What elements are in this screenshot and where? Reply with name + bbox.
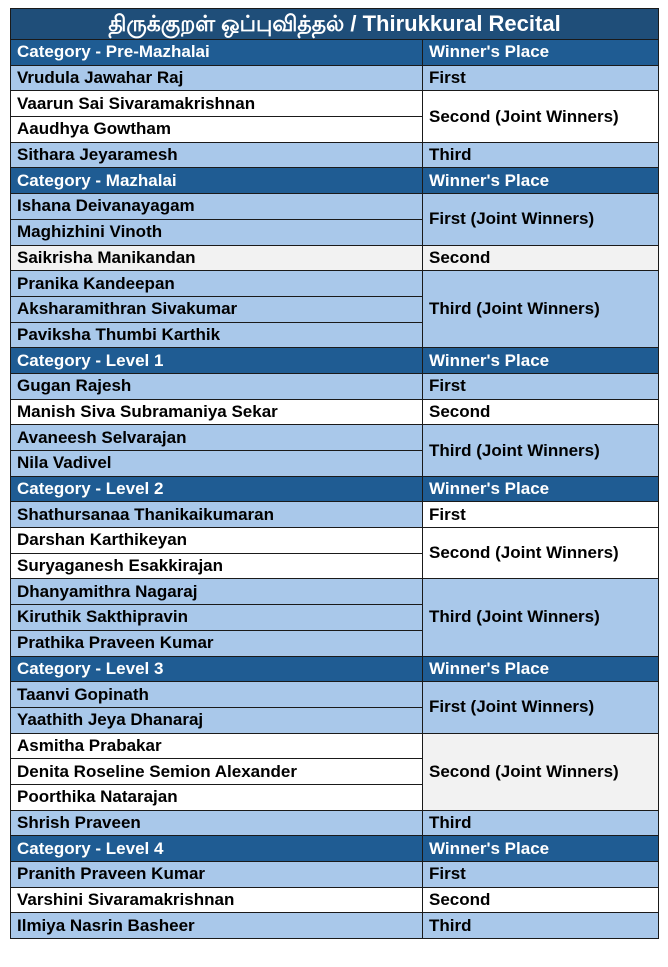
category-header-row — [11, 168, 659, 194]
participant-name: Maghizhini Vinoth — [11, 219, 423, 245]
participant-name: Vrudula Jawahar Raj — [11, 65, 423, 91]
table-row — [11, 373, 659, 399]
winners-place-header: Winner's Place — [423, 40, 659, 66]
winners-place-header: Winner's Place — [423, 168, 659, 194]
winner-place: Second — [423, 245, 659, 271]
winner-place: First — [423, 65, 659, 91]
title-row — [11, 9, 659, 40]
winner-place: First — [423, 373, 659, 399]
table-row — [11, 245, 659, 271]
winner-place: Second (Joint Winners) — [423, 91, 659, 142]
winners-place-header: Winner's Place — [423, 476, 659, 502]
participant-name: Aksharamithran Sivakumar — [11, 296, 423, 322]
participant-name: Varshini Sivaramakrishnan — [11, 887, 423, 913]
page-title: திருக்குறள் ஒப்புவித்தல் / Thirukkural Recital — [11, 9, 659, 40]
participant-name: Ilmiya Nasrin Basheer — [11, 913, 423, 939]
winner-place: First (Joint Winners) — [423, 682, 659, 733]
participant-name: Poorthika Natarajan — [11, 784, 423, 810]
participant-name: Paviksha Thumbi Karthik — [11, 322, 423, 348]
category-header-row — [11, 40, 659, 66]
winner-place: First (Joint Winners) — [423, 194, 659, 245]
table-row — [11, 271, 659, 297]
participant-name: Avaneesh Selvarajan — [11, 425, 423, 451]
winner-place: Third (Joint Winners) — [423, 579, 659, 656]
participant-name: Aaudhya Gowtham — [11, 117, 423, 143]
category-label: Category - Level 4 — [11, 836, 423, 862]
participant-name: Ishana Deivanayagam — [11, 194, 423, 220]
category-label: Category - Mazhalai — [11, 168, 423, 194]
participant-name: Vaarun Sai Sivaramakrishnan — [11, 91, 423, 117]
participant-name: Pranika Kandeepan — [11, 271, 423, 297]
table-row — [11, 862, 659, 888]
results-table — [10, 8, 659, 939]
category-header-row — [11, 476, 659, 502]
results-table-body — [11, 9, 659, 939]
participant-name: Sithara Jeyaramesh — [11, 142, 423, 168]
winner-place: Second (Joint Winners) — [423, 733, 659, 810]
winners-place-header: Winner's Place — [423, 656, 659, 682]
table-row — [11, 502, 659, 528]
participant-name: Darshan Karthikeyan — [11, 528, 423, 554]
winner-place: Third (Joint Winners) — [423, 425, 659, 476]
winners-place-header: Winner's Place — [423, 348, 659, 374]
winners-place-header: Winner's Place — [423, 836, 659, 862]
table-row — [11, 65, 659, 91]
winner-place: First — [423, 862, 659, 888]
table-row — [11, 142, 659, 168]
participant-name: Denita Roseline Semion Alexander — [11, 759, 423, 785]
participant-name: Nila Vadivel — [11, 451, 423, 477]
participant-name: Asmitha Prabakar — [11, 733, 423, 759]
table-row — [11, 194, 659, 220]
category-label: Category - Level 2 — [11, 476, 423, 502]
category-header-row — [11, 836, 659, 862]
winner-place: Second — [423, 399, 659, 425]
participant-name: Prathika Praveen Kumar — [11, 630, 423, 656]
participant-name: Suryaganesh Esakkirajan — [11, 553, 423, 579]
winner-place: Third — [423, 913, 659, 939]
winner-place: Third (Joint Winners) — [423, 271, 659, 348]
category-header-row — [11, 656, 659, 682]
participant-name: Shrish Praveen — [11, 810, 423, 836]
participant-name: Taanvi Gopinath — [11, 682, 423, 708]
winner-place: Second — [423, 887, 659, 913]
category-header-row — [11, 348, 659, 374]
table-row — [11, 682, 659, 708]
table-row — [11, 399, 659, 425]
category-label: Category - Level 3 — [11, 656, 423, 682]
table-row — [11, 425, 659, 451]
results-table-container — [10, 8, 658, 939]
table-row — [11, 887, 659, 913]
participant-name: Manish Siva Subramaniya Sekar — [11, 399, 423, 425]
table-row — [11, 91, 659, 117]
winner-place: Third — [423, 142, 659, 168]
winner-place: Second (Joint Winners) — [423, 528, 659, 579]
participant-name: Dhanyamithra Nagaraj — [11, 579, 423, 605]
table-row — [11, 528, 659, 554]
participant-name: Gugan Rajesh — [11, 373, 423, 399]
participant-name: Pranith Praveen Kumar — [11, 862, 423, 888]
category-label: Category - Level 1 — [11, 348, 423, 374]
winner-place: Third — [423, 810, 659, 836]
table-row — [11, 733, 659, 759]
participant-name: Saikrisha Manikandan — [11, 245, 423, 271]
table-row — [11, 913, 659, 939]
table-row — [11, 579, 659, 605]
category-label: Category - Pre-Mazhalai — [11, 40, 423, 66]
table-row — [11, 810, 659, 836]
participant-name: Yaathith Jeya Dhanaraj — [11, 707, 423, 733]
winner-place: First — [423, 502, 659, 528]
participant-name: Kiruthik Sakthipravin — [11, 605, 423, 631]
participant-name: Shathursanaa Thanikaikumaran — [11, 502, 423, 528]
